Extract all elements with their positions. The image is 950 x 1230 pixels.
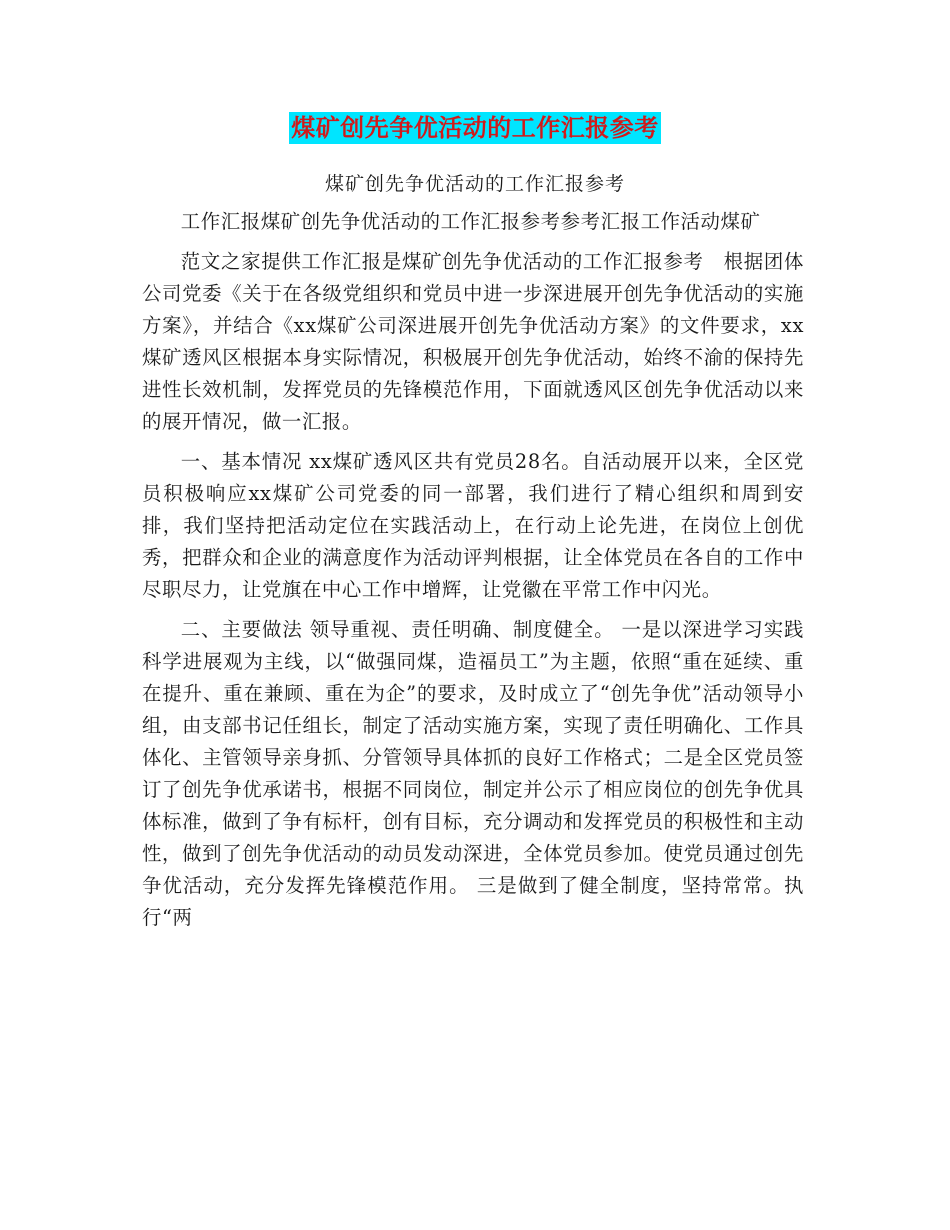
- paragraph-main-methods: 二、主要做法 领导重视、责任明确、制度健全。 一是以深进学习实践科学进展观为主线，以“做强同煤，造福员工”为主题，依照“重在延续、重在提升、重在兼顾、重在为企”的要求，及时成立了“创先争优”活动领导小组，由支部书记任组长，制定了活动实施方案，实现了责任明确化、工作具体化、主管领导亲身抓、分管领导具体抓的良好工作格式；二是全区党员签订了创先争优承诺书，根据不同岗位，制定并公示了相应岗位的创先争优具体标准，做到了争有标杆，创有目标，充分调动和发挥党员的积极性和主动性，做到了创先争优活动的动员发动深进，全体党员参加。使党员通过创先争优活动，充分发挥先锋模范作用。 三是做到了健全制度，坚持常常。执行“两: [142, 618, 804, 929]
- document-subtitle: 煤矿创先争优活动的工作汇报参考: [324, 173, 625, 195]
- paragraph-basic-situation: 一、基本情况 xx煤矿透风区共有党员28名。自活动展开以来，全区党员积极响应xx煤矿公司党委的同一部署，我们进行了精心组织和周到安排，我们坚持把活动定位在实践活动上，在行动上论先进，在岗位上创优秀，把群众和企业的满意度作为活动评判根据，让全体党员在各自的工作中尽职尽力，让党旗在中心工作中增辉，让党徽在平常工作中闪光。: [142, 450, 804, 601]
- title-container: [0, 112, 950, 144]
- document-title: 煤矿创先争优活动的工作汇报参考: [291, 113, 659, 142]
- paragraph-keywords: 工作汇报煤矿创先争优活动的工作汇报参考参考汇报工作活动煤矿: [180, 210, 761, 233]
- paragraph-intro: 范文之家提供工作汇报是煤矿创先争优活动的工作汇报参考 根据团体公司党委《关于在各级党组织和党员中进一步深进展开创先争优活动的实施方案》，并结合《xx煤矿公司深进展开创先争优活动方案》的文件要求，xx煤矿透风区根据本身实际情况，积极展开创先争优活动，始终不渝的保持先进性长效机制，发挥党员的先锋模范作用，下面就透风区创先争优活动以来的展开情况，做一汇报。: [142, 250, 804, 433]
- document-body: [142, 206, 804, 942]
